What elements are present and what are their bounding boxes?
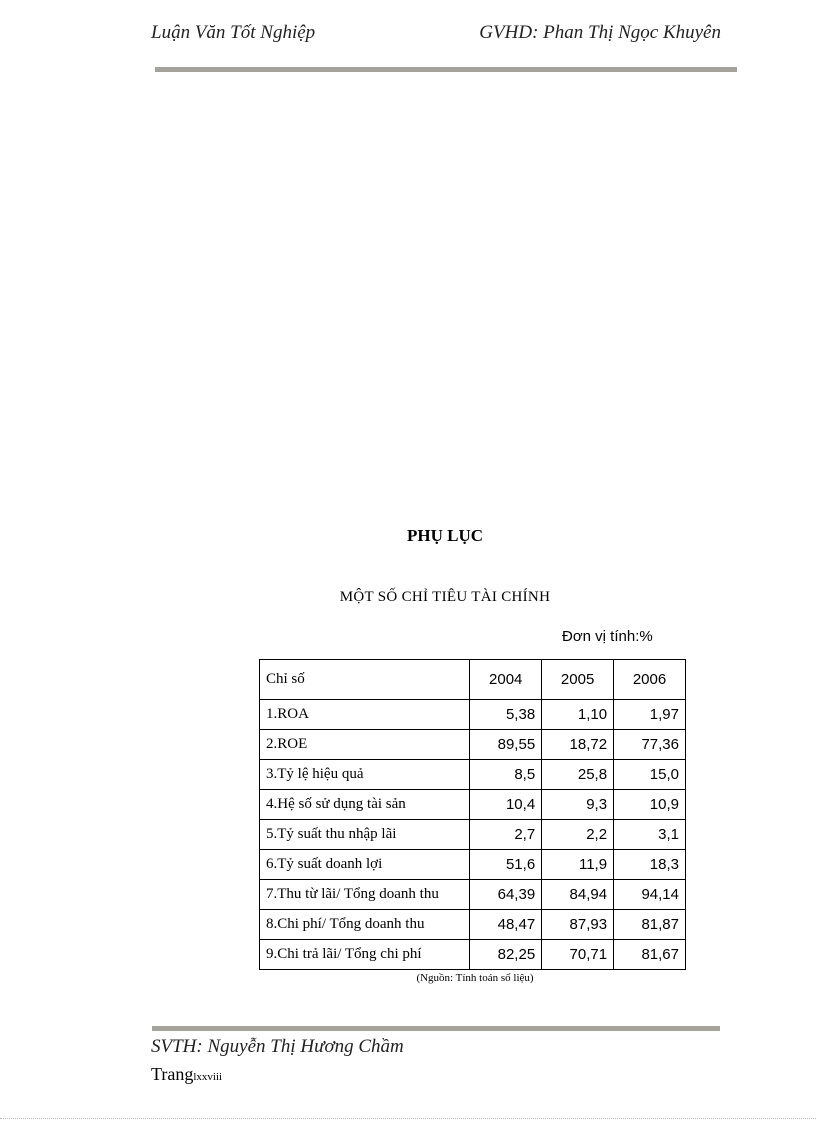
table-row: [260, 880, 686, 910]
row-value: 18,3: [614, 850, 686, 880]
row-value: 77,36: [614, 730, 686, 760]
row-label: 3.Tỷ lệ hiệu quả: [260, 760, 470, 790]
row-value: 15,0: [614, 760, 686, 790]
row-value: 3,1: [614, 820, 686, 850]
table-row: [260, 790, 686, 820]
row-value: 11,9: [542, 850, 614, 880]
row-value: 9,3: [542, 790, 614, 820]
header-year: 2006: [614, 660, 686, 700]
table-row: [260, 910, 686, 940]
table-row: [260, 820, 686, 850]
row-value: 25,8: [542, 760, 614, 790]
header-right: GVHD: Phan Thị Ngọc Khuyên: [479, 22, 721, 43]
table-row: [260, 760, 686, 790]
row-value: 81,67: [614, 940, 686, 970]
row-value: 82,25: [470, 940, 542, 970]
page-number-value: lxxviii: [193, 1071, 223, 1083]
page-title: PHỤ LỤC: [406, 526, 484, 545]
page-bottom-edge: [0, 1118, 816, 1119]
row-label: 9.Chi trả lãi/ Tổng chi phí: [260, 940, 470, 970]
row-value: 48,47: [470, 910, 542, 940]
source-note: (Nguồn: Tính toán số liệu): [416, 972, 534, 984]
row-value: 18,72: [542, 730, 614, 760]
table-header-row: [260, 660, 686, 700]
row-value: 84,94: [542, 880, 614, 910]
row-value: 89,55: [470, 730, 542, 760]
page-number: [151, 1064, 222, 1085]
row-value: 81,87: [614, 910, 686, 940]
row-value: 51,6: [470, 850, 542, 880]
row-label: 8.Chi phí/ Tổng doanh thu: [260, 910, 470, 940]
row-label: 6.Tỷ suất doanh lợi: [260, 850, 470, 880]
row-label: 1.ROA: [260, 700, 470, 730]
table-row: [260, 850, 686, 880]
row-value: 8,5: [470, 760, 542, 790]
row-label: 4.Hệ số sử dụng tài sản: [260, 790, 470, 820]
header-divider: [155, 67, 737, 72]
row-label: 2.ROE: [260, 730, 470, 760]
row-value: 10,9: [614, 790, 686, 820]
footer-divider: [152, 1026, 720, 1031]
unit-note: Đơn vị tính:%: [562, 628, 653, 645]
row-label: 7.Thu từ lãi/ Tổng doanh thu: [260, 880, 470, 910]
page-label: Trang: [151, 1064, 194, 1084]
row-value: 2,7: [470, 820, 542, 850]
row-value: 87,93: [542, 910, 614, 940]
header-indicator: Chỉ số: [260, 660, 470, 700]
table-row: [260, 730, 686, 760]
footer-author: SVTH: Nguyễn Thị Hương Chầm: [151, 1036, 404, 1057]
header-year: 2005: [542, 660, 614, 700]
table-title: MỘT SỐ CHỈ TIÊU TÀI CHÍNH: [339, 589, 551, 605]
row-value: 10,4: [470, 790, 542, 820]
financial-indicators-table: [259, 659, 686, 970]
row-value: 64,39: [470, 880, 542, 910]
row-value: 70,71: [542, 940, 614, 970]
row-value: 5,38: [470, 700, 542, 730]
row-label: 5.Tỷ suất thu nhập lãi: [260, 820, 470, 850]
table-row: [260, 700, 686, 730]
row-value: 1,10: [542, 700, 614, 730]
row-value: 2,2: [542, 820, 614, 850]
table-row: [260, 940, 686, 970]
row-value: 1,97: [614, 700, 686, 730]
header-year: 2004: [470, 660, 542, 700]
header-left: Luận Văn Tốt Nghiệp: [151, 22, 316, 43]
row-value: 94,14: [614, 880, 686, 910]
